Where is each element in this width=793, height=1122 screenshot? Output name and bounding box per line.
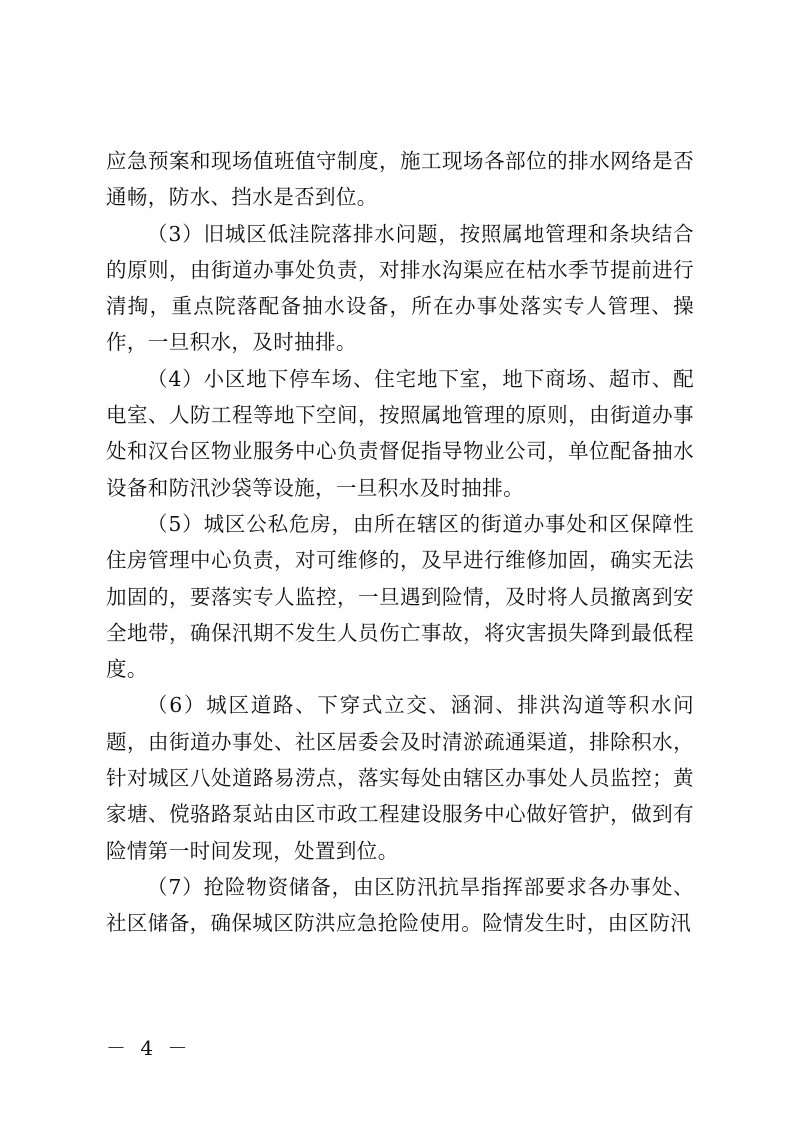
page-number: － 4 － (106, 1036, 192, 1060)
paragraph-item-7: （7）抢险物资储备，由区防汛抗旱指挥部要求各办事处、社区储备，确保城区防洪应急抢险使用。险情发生时，由区防汛 (106, 874, 694, 936)
document-body (106, 143, 694, 942)
paragraph-item-5: （5）城区公私危房，由所在辖区的街道办事处和区保障性住房管理中心负责，对可维修的，及早进行维修加固，确实无法加固的，要落实专人监控，一旦遇到险情，及时将人员撤离到安全地带，确保汛期不发生人员伤亡事故，将灾害损失降到最低程度。 (106, 511, 694, 682)
paragraph-item-6: （6）城区道路、下穿式立交、涵洞、排洪沟道等积水问题，由街道办事处、社区居委会及时清淤疏通渠道，排除积水，针对城区八处道路易涝点，落实每处由辖区办事处人员监控；黄家塘、傥骆路泵站由区市政工程建设服务中心做好管护，做到有险情第一时间发现，处置到位。 (106, 693, 694, 863)
paragraph-item-3: （3）旧城区低洼院落排水问题，按照属地管理和条块结合的原则，由街道办事处负责，对排水沟渠应在枯水季节提前进行清掏，重点院落配备抽水设备，所在办事处落实专人管理、操作，一旦积水，及时抽排。 (106, 221, 694, 355)
paragraph-item-4: （4）小区地下停车场、住宅地下室，地下商场、超市、配电室、人防工程等地下空间，按照属地管理的原则，由街道办事处和汉台区物业服务中心负责督促指导物业公司，单位配备抽水设备和防汛沙袋等设施，一旦积水及时抽排。 (106, 366, 694, 500)
paragraph-continuation: 应急预案和现场值班值守制度，施工现场各部位的排水网络是否通畅，防水、挡水是否到位。 (106, 149, 694, 210)
